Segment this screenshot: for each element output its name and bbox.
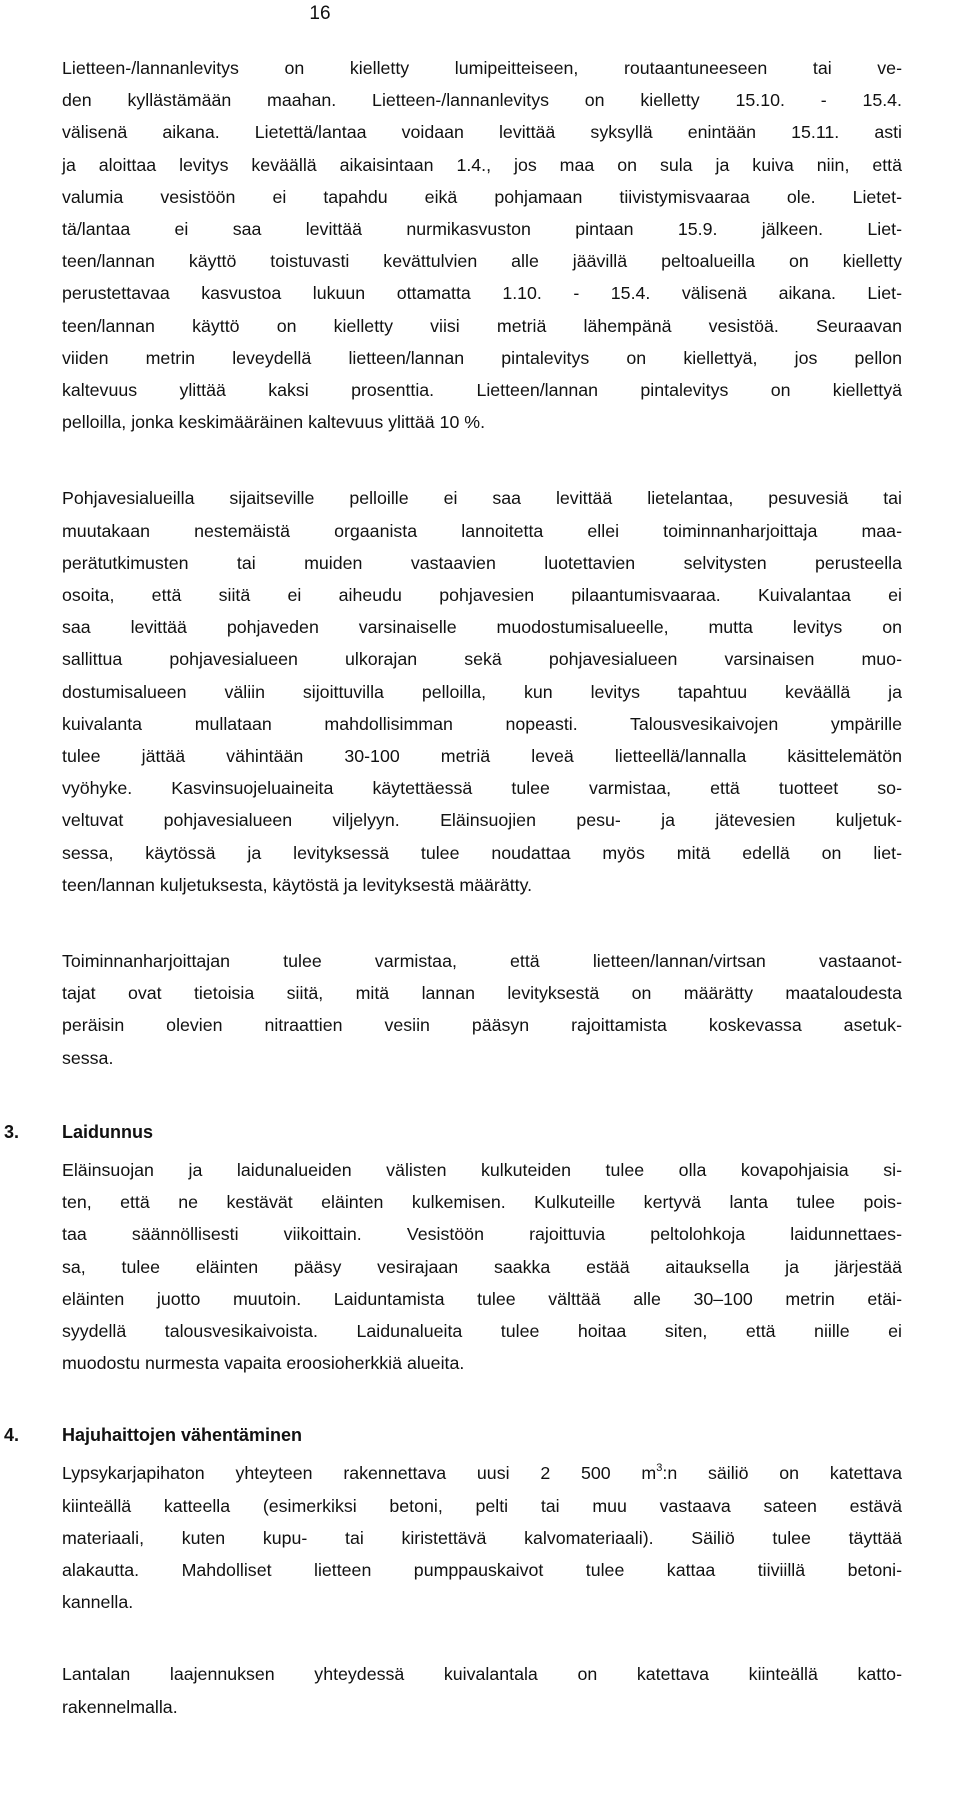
- text-line: teen/lannan kuljetuksesta, käytöstä ja levityksestä määrätty.: [62, 874, 533, 895]
- text-line: tajat ovat tietoisia siitä, mitä lannan levityksestä on määrätty maataloudesta: [62, 983, 902, 1004]
- text-line: kaltevuus ylittää kaksi prosenttia. Lietteen/lannan pintalevitys on kiellettyä: [62, 380, 902, 401]
- text-fragment: Lypsykarjapihaton yhteyteen rakennettava uusi 2 500 m: [62, 1463, 657, 1484]
- text-line: ja aloittaa levitys keväällä aikaisintaan 1.4., jos maa on sula ja kuiva niin, että: [62, 154, 902, 175]
- text-line: osoita, että siitä ei aiheudu pohjavesien pilaantumisvaaraa. Kuivalantaa ei: [62, 585, 902, 606]
- text-line: välisenä aikana. Lietettä/lantaa voidaan levittää syksyllä enintään 15.11. asti: [62, 122, 902, 143]
- text-line: viiden metrin leveydellä lietteen/lannan pintalevitys on kiellettyä, jos pellon: [62, 347, 902, 368]
- text-line: kuivalanta mullataan mahdollisimman nopeasti. Talousvesikaivojen ympärille: [62, 713, 902, 734]
- text-line: syydellä talousvesikaivoista. Laidunalueita tulee hoitaa siten, että niille ei: [62, 1320, 902, 1341]
- text-line: taa säännöllisesti viikoittain. Vesistöön rajoittuvia peltolohkoja laidunnettaes-: [62, 1224, 902, 1245]
- text-line: ten, että ne kestävät eläinten kulkemisen. Kulkuteille kertyvä lanta tulee pois-: [62, 1192, 902, 1213]
- text-line: teen/lannan käyttö on kielletty viisi metriä lähempänä vesistöä. Seuraavan: [62, 315, 902, 336]
- text-line: Lietteen-/lannanlevitys on kielletty lumipeitteiseen, routaantuneeseen tai ve-: [62, 58, 902, 78]
- text-line: teen/lannan käyttö toistuvasti kevättulvien alle jäävillä peltoalueilla on kielletty: [62, 251, 902, 272]
- text-line: sallittua pohjavesialueen ulkorajan sekä pohjavesialueen varsinaisen muo-: [62, 649, 902, 670]
- text-line: tä/lantaa ei saa levittää nurmikasvuston pintaan 15.9. jälkeen. Liet-: [62, 219, 902, 240]
- text-line: perustettavaa kasvustoa lukuun ottamatta 1.10. - 15.4. välisenä aikana. Liet-: [62, 283, 902, 304]
- text-line: saa levittää pohjaveden varsinaiselle muodostumisalueelle, mutta levitys on: [62, 617, 902, 638]
- text-fragment: :n säiliö on katettava: [662, 1463, 902, 1484]
- superscript-cubic: 3: [656, 1462, 663, 1475]
- text-line: [62, 1457, 902, 1489]
- paragraph-manure-storage-roof: [62, 1658, 902, 1722]
- text-line: rakennelmalla.: [62, 1696, 178, 1717]
- text-line: peräisin olevien nitraattien vesiin pääsyn rajoittamista koskevassa asetuk-: [62, 1015, 902, 1036]
- text-line: muodostu nurmesta vapaita eroosioherkkiä alueita.: [62, 1353, 465, 1374]
- text-line: valumia vesistöön ei tapahdu eikä pohjamaan tiivistymisvaaraa ole. Lietet-: [62, 186, 902, 207]
- page-content: [4, 52, 902, 1723]
- text-line: sessa, käytössä ja levityksessä tulee noudattaa myös mitä edellä on liet-: [62, 842, 902, 863]
- page-number: 16: [309, 3, 331, 24]
- text-line: kiinteällä katteella (esimerkiksi betoni, pelti tai muu vastaava sateen estävä: [62, 1495, 902, 1516]
- section-number: 3.: [4, 1121, 20, 1142]
- paragraph-slurry-tank: [62, 1457, 902, 1618]
- text-line: Eläinsuojan ja laidunalueiden välisten kulkuteiden tulee olla kovapohjaisia si-: [62, 1159, 902, 1180]
- text-line: materiaali, kuten kupu- tai kiristettävä kalvomateriaali). Säiliö tulee täyttää: [62, 1527, 902, 1548]
- text-line: veltuvat pohjavesialueen viljelyyn. Eläinsuojien pesu- ja jätevesien kuljetuk-: [62, 810, 902, 831]
- text-line: sa, tulee eläinten pääsy vesirajaan saakka estää aitauksella ja järjestää: [62, 1256, 902, 1277]
- paragraph-pasture: [62, 1154, 902, 1379]
- text-line: kannella.: [62, 1592, 134, 1613]
- text-line: tulee jättää vähintään 30-100 metriä leveä lietteellä/lannalla käsittelemätön: [62, 746, 902, 767]
- text-line: perätutkimusten tai muiden vastaavien luotettavien selvitysten perusteella: [62, 552, 902, 573]
- text-line: den kyllästämään maahan. Lietteen-/lannanlevitys on kielletty 15.10. - 15.4.: [62, 90, 902, 111]
- section-heading-laidunnus: [4, 1116, 902, 1148]
- text-line: alakautta. Mahdolliset lietteen pumppauskaivot tulee kattaa tiiviillä betoni-: [62, 1559, 902, 1580]
- text-line: Toiminnanharjoittajan tulee varmistaa, että lietteen/lannan/virtsan vastaanot-: [62, 951, 902, 972]
- section-heading-odour-reduction: [4, 1419, 902, 1451]
- paragraph-groundwater-areas: [62, 482, 902, 901]
- paragraph-operator-obligations: [62, 945, 902, 1074]
- text-line: sessa.: [62, 1047, 114, 1068]
- section-number: 4.: [4, 1425, 20, 1446]
- text-line: dostumisalueen väliin sijoittuvilla pelloilla, kun levitys tapahtuu keväällä ja: [62, 681, 902, 702]
- text-line: Lantalan laajennuksen yhteydessä kuivalantala on katettava kiinteällä katto-: [62, 1664, 902, 1685]
- text-line: vyöhyke. Kasvinsuojeluaineita käytettäessä tulee varmistaa, että tuotteet so-: [62, 778, 902, 799]
- text-line: eläinten juotto muutoin. Laiduntamista tulee välttää alle 30–100 metrin etäi-: [62, 1288, 902, 1309]
- text-line: pelloilla, jonka keskimääräinen kaltevuus ylittää 10 %.: [62, 412, 486, 433]
- text-line: muutakaan nestemäistä orgaanista lannoitetta ellei toiminnanharjoittaja maa-: [62, 520, 902, 541]
- text-line: Pohjavesialueilla sijaitseville pelloille ei saa levittää lietelantaa, pesuvesiä tai: [62, 488, 902, 509]
- section-title: Hajuhaittojen vähentäminen: [62, 1425, 303, 1446]
- paragraph-manure-spreading-restrictions: [62, 52, 902, 438]
- section-title: Laidunnus: [62, 1121, 153, 1142]
